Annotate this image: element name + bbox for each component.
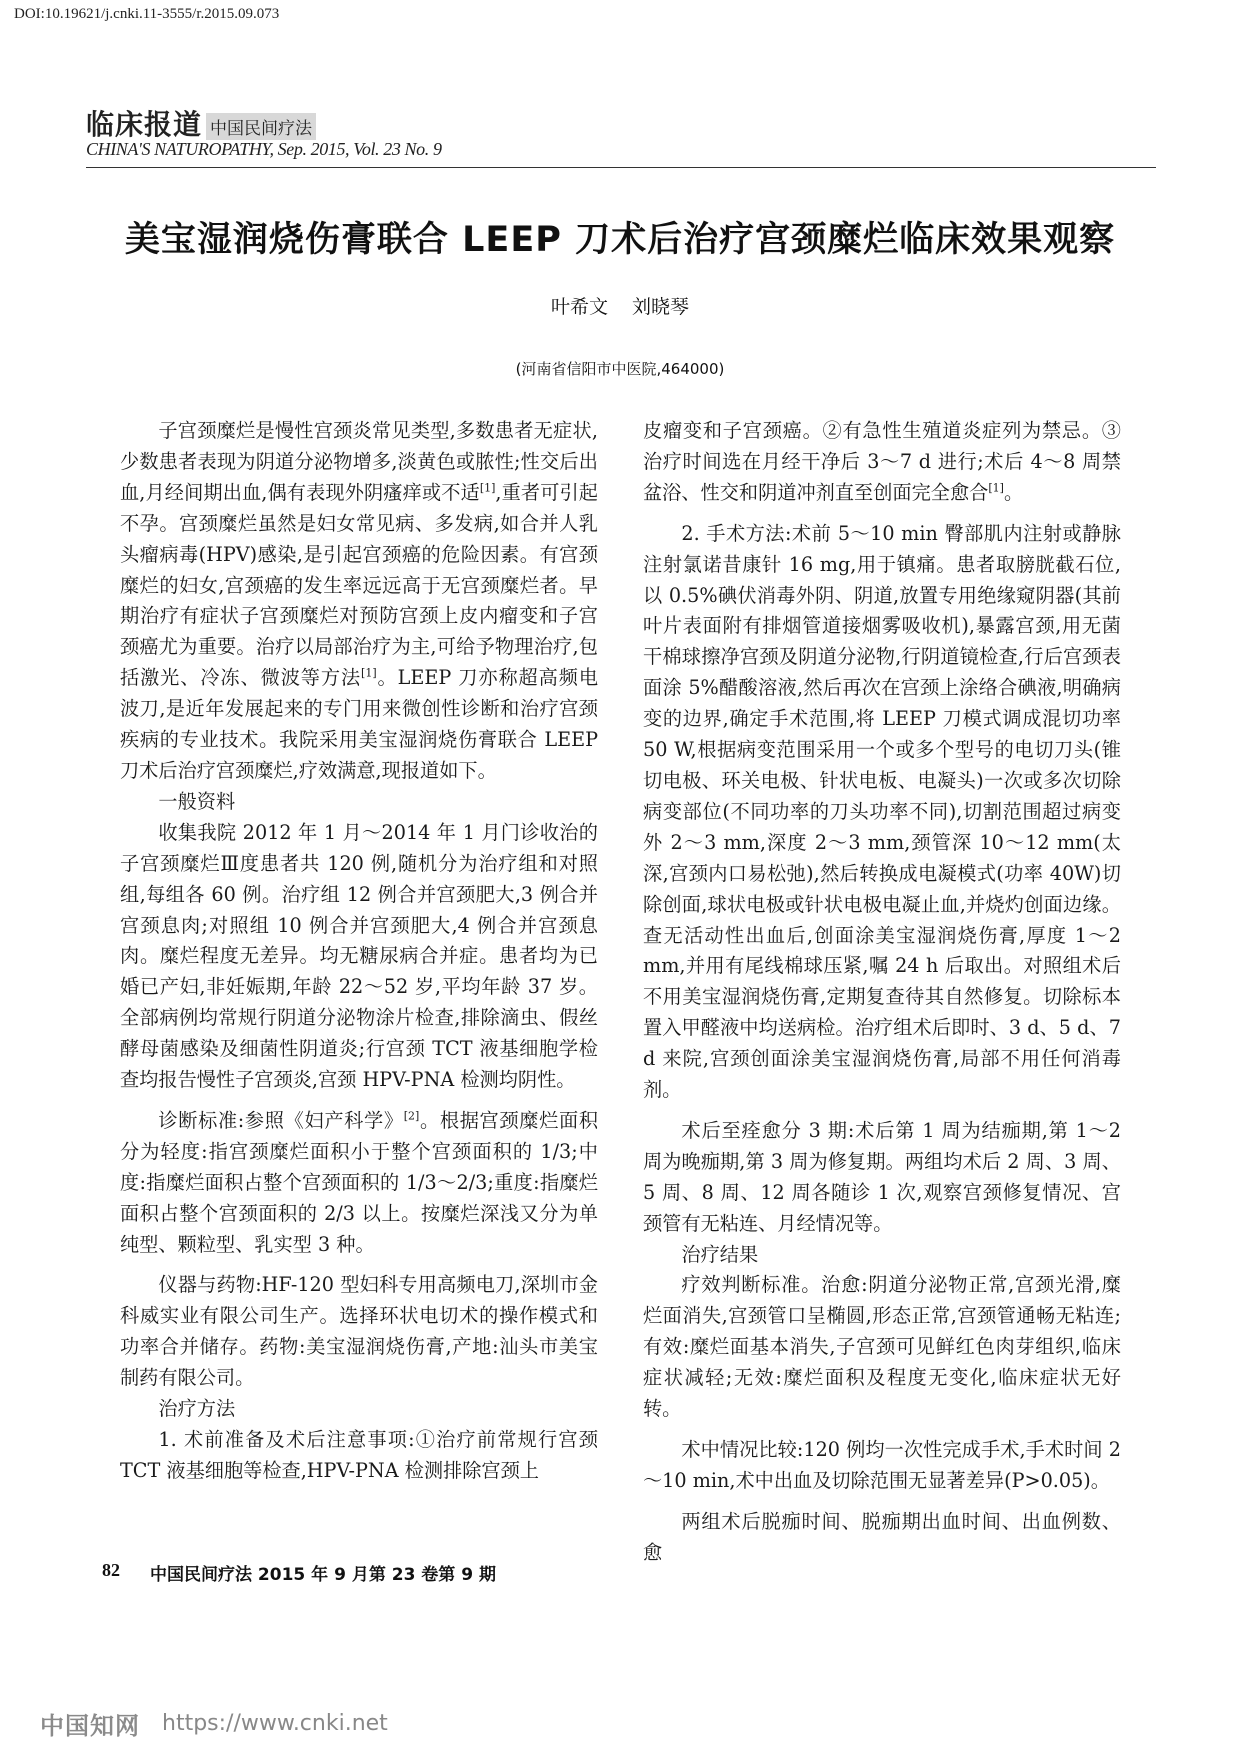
reference-marker: [1] [479, 481, 496, 495]
method-paragraph-2: 2. 手术方法:术前 5～10 min 臀部肌内注射或静脉注射氯诺昔康针 16 mg,用于镇痛。患者取膀胱截石位,以 0.5%碘伏消毒外阴、阴道,放置专用绝缘窥阴器(其前叶片表面附有排烟管道接烟雾吸收机),暴露宫颈,用无菌干棉球擦净宫颈及阴道分泌物,行阴道镜检查,行后宫颈表面涂 5%醋酸溶液,然后再次在宫颈上涂络合碘液,明确病变的边界,确定手术范围,将 LEEP 刀模式调成混切功率 50 W,根据病变范围采用一个或多个型号的电切刀头(锥切电极、环关电极、针状电板、电凝头)一次或多次切除病变部位(不同功率的刀头功率不同),切割范围超过病变外 2～3 mm,深度 2～3 mm,颈管深 10～12 mm(太深,宫颈内口易松弛),然后转换成电凝模式(功率 40W)切除创面,球状电极或针状电极电凝止血,并烧灼创面边缘。查无活动性出血后,创面涂美宝湿润烧伤膏,厚度 1～2 mm,并用有尾线棉球压紧,嘱 24 h 后取出。对照组术后不用美宝湿润烧伤膏,定期复查待其自然修复。切除标本置入甲醛液中均送病检。治疗组术后即时、3 d、5 d、7 d 来院,宫颈创面涂美宝湿润烧伤膏,局部不用任何消毒剂。 [643, 521, 1121, 1102]
cnki-watermark [40, 1706, 388, 1741]
article-title: 美宝湿润烧伤膏联合 LEEP 刀术后治疗宫颈糜烂临床效果观察 [124, 220, 1116, 260]
general-paragraph: 收集我院 2012 年 1 月～2014 年 1 月门诊收治的子宫颈糜烂Ⅲ度患者共 120 例,随机分为治疗组和对照组,每组各 60 例。治疗组 12 例合并宫颈肥大,3 例合并宫颈息肉;对照组 10 例合并宫颈肥大,4 例合并宫颈息肉。糜烂程度无差异。均无糖尿病合并症。患者均为已婚已产妇,非妊娠期,年龄 22～52 岁,平均年龄 37 岁。全部病例均常规行阴道分泌物涂片检查,排除滴虫、假丝酵母菌感染及细菌性阴道炎;行宫颈 TCT 液基细胞学检查均报告慢性子宫颈炎,宫颈 HPV-PNA 检测均阴性。 [120, 820, 598, 1092]
section-heading-method: 治疗方法 [158, 1397, 236, 1421]
cnki-url: https://www.cnki.net [162, 1711, 388, 1736]
diagnosis-paragraph: 诊断标准:参照《妇产科学》[2]。根据宫颈糜烂面积分为轻度:指宫颈糜烂面积小于整个宫颈面积的 1/3;中度:指糜烂面积占整个宫颈面积的 1/3～2/3;重度:指糜烂面积占整个宫颈面积的 2/3 以上。按糜烂深浅又分为单纯型、颗粒型、乳实型 3 种。 [120, 1108, 599, 1256]
cnki-logo: 中国知网 [40, 1712, 140, 1740]
continued-paragraph: 皮瘤变和子宫颈癌。②有急性生殖道炎症列为禁忌。③治疗时间选在月经干净后 3～7 d 进行;术后 4～8 周禁盆浴、性交和阴道冲剂直至创面完全愈合[1]。 [643, 419, 1121, 504]
article-affiliation: (河南省信阳市中医院,464000) [515, 360, 725, 378]
journal-masthead [86, 103, 316, 143]
instrument-paragraph: 仪器与药物:HF-120 型妇科专用高频电刀,深圳市金科威实业有限公司生产。选择环状电切术的操作模式和功率合并储存。药物:美宝湿润烧伤膏,产地:汕头市美宝制药有限公司。 [120, 1273, 598, 1390]
intraop-paragraph: 术中情况比较:120 例均一次性完成手术,手术时间 2～10 min,术中出血及切除范围无显著差异(P>0.05)。 [643, 1438, 1121, 1492]
right-column [643, 416, 1121, 1569]
journal-english-citation: CHINA'S NATUROPATHY, Sep. 2015, Vol. 23 No. 9 [86, 139, 442, 159]
header-rule [86, 167, 1156, 168]
page-footer [102, 1560, 496, 1585]
section-heading-general: 一般资料 [158, 789, 236, 813]
article-authors: 叶希文 刘晓琴 [550, 296, 690, 318]
section-heading-result: 治疗结果 [681, 1242, 759, 1266]
reference-marker: [2] [403, 1109, 420, 1123]
intro-paragraph: 子宫颈糜烂是慢性宫颈炎常见类型,多数患者无症状,少数患者表现为阴道分泌物增多,淡黄色或脓性;性交后出血,月经间期出血,偶有表现外阴瘙痒或不适[1],重者可引起不孕。宫颈糜烂虽然是妇女常见病、多发病,如合并人乳头瘤病毒(HPV)感染,是引起宫颈癌的危险因素。有宫颈糜烂的妇女,宫颈癌的发生率远远高于无宫颈糜烂者。早期治疗有症状子宫颈糜烂对预防宫颈上皮内瘤变和子宫颈癌尤为重要。治疗以局部治疗为主,可给予物理治疗,包括激光、冷冻、微波等方法[1]。LEEP 刀亦称超高频电波刀,是近年发展起来的专门用来微创性诊断和治疗宫颈疾病的专业技术。我院采用美宝湿润烧伤膏联合 LEEP 刀术后治疗宫颈糜烂,疗效满意,现报道如下。 [120, 419, 599, 782]
page-number: 82 [102, 1560, 120, 1580]
journal-name: 中国民间疗法 [206, 113, 316, 140]
doi-line: DOI:10.19621/j.cnki.11-3555/r.2015.09.073 [14, 6, 280, 22]
criteria-paragraph: 疗效判断标准。治愈:阴道分泌物正常,宫颈光滑,糜烂面消失,宫颈管口呈椭圆,形态正常,宫颈管通畅无粘连;有效:糜烂面基本消失,子宫颈可见鲜红色肉芽组织,临床症状减轻;无效:糜烂面积及程度无变化,临床症状无好转。 [643, 1273, 1121, 1421]
healing-paragraph: 术后至痊愈分 3 期:术后第 1 周为结痂期,第 1～2 周为晚痂期,第 3 周为修复期。两组均术后 2 周、3 周、5 周、8 周、12 周各随诊 1 次,观察宫颈修复情况、宫颈管有无粘连、月经情况等。 [643, 1118, 1121, 1235]
left-column [120, 416, 598, 1487]
postop-paragraph: 两组术后脱痂时间、脱痂期出血时间、出血例数、愈 [643, 1509, 1121, 1564]
method-paragraph-1: 1. 术前准备及术后注意事项:①治疗前常规行宫颈 TCT 液基细胞等检查,HPV-PNA 检测排除宫颈上 [120, 1428, 598, 1482]
journal-section: 临床报道 [86, 108, 203, 141]
footer-citation: 中国民间疗法 2015 年 9 月第 23 卷第 9 期 [150, 1565, 496, 1585]
reference-marker: [1] [988, 481, 1004, 495]
reference-marker: [1] [361, 666, 377, 680]
